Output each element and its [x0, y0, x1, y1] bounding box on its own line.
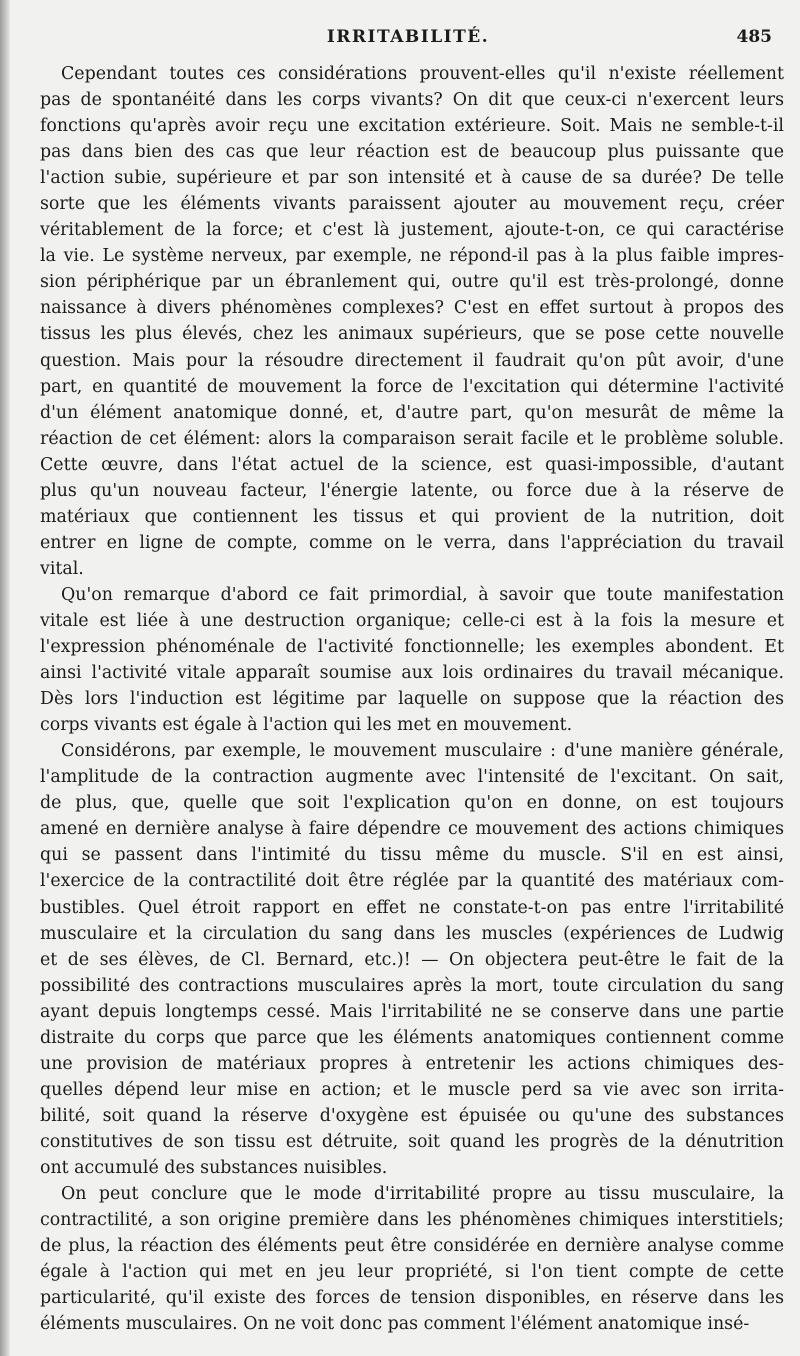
- text-line: l'amplitude de la contraction augmente avec l'intensité de l'excitant. On sait,: [40, 767, 784, 788]
- text-line: quelles dépend leur mise en action; et le muscle perd sa vie avec son irrita-: [40, 1079, 784, 1100]
- text-line: véritablement de la force; et c'est là justement, ajoute-t-on, ce qui caractérise: [40, 220, 784, 241]
- text-line: ainsi l'activité vitale apparaît soumise aux lois ordinaires du travail mécanique.: [40, 663, 784, 684]
- text-line: pas dans bien des cas que leur réaction est de beaucoup plus puissante que: [40, 142, 784, 163]
- text-line: sion périphérique par un ébranlement qui, outre qu'il est très-prolongé, donne: [40, 272, 784, 293]
- text-line: naissance à divers phénomènes complexes? C'est en effet surtout à propos des: [40, 298, 784, 319]
- text-line: constitutives de son tissu est détruite, soit quand les progrès de la dénutrition: [40, 1131, 784, 1152]
- text-line: corps vivants est égale à l'action qui les met en mouvement.: [40, 715, 573, 736]
- text-line: possibilité des contractions musculaires après la mort, toute circulation du sang: [40, 975, 784, 996]
- paragraph-2: [40, 582, 784, 738]
- text-line: l'expression phénoménale de l'activité fonctionnelle; les exemples abondent. Et: [40, 637, 784, 658]
- text-line: distraite du corps que parce que les éléments anatomiques contiennent comme: [40, 1027, 784, 1048]
- text-line: l'exercice de la contractilité doit être réglée par la quantité des matériaux com-: [40, 871, 784, 892]
- text-line: l'action subie, supérieure et par son intensité et à cause de sa durée? De telle: [40, 168, 784, 189]
- text-line: de plus, que, quelle que soit l'explication qu'on en donne, on est toujours: [40, 793, 784, 814]
- text-line: bilité, soit quand la réserve d'oxygène est épuisée ou qu'une des substances: [40, 1105, 784, 1126]
- text-line: amené en dernière analyse à faire dépendre ce mouvement des actions chimiques: [40, 819, 784, 840]
- text-line: musculaire et la circulation du sang dans les muscles (expériences de Ludwig: [40, 923, 784, 944]
- text-line: ayant depuis longtemps cessé. Mais l'irritabilité ne se conserve dans une partie: [40, 1001, 784, 1022]
- page-number: 485: [736, 27, 772, 47]
- text-line: question. Mais pour la résoudre directement il faudrait qu'on pût avoir, d'une: [40, 350, 784, 371]
- running-title: IRRITABILITÉ.: [326, 27, 490, 47]
- text-line: Cette œuvre, dans l'état actuel de la science, est quasi-impossible, d'autant: [40, 454, 784, 475]
- text-line: d'un élément anatomique donné, et, d'autre part, qu'on mesurât de même la: [40, 402, 784, 423]
- text-line: de plus, la réaction des éléments peut être considérée en dernière analyse comme: [40, 1236, 784, 1257]
- text-line: part, en quantité de mouvement la force de l'excitation qui détermine l'activité: [40, 376, 784, 397]
- text-line: tissus les plus élevés, chez les animaux supérieurs, que se pose cette nouvelle: [40, 324, 784, 345]
- text-line: qui se passent dans l'intimité du tissu même du muscle. S'il en est ainsi,: [40, 845, 784, 866]
- text-line: sorte que les éléments vivants paraissent ajouter au mouvement reçu, créer: [40, 194, 784, 215]
- text-line: une provision de matériaux propres à entretenir les actions chimiques des-: [40, 1053, 784, 1074]
- text-line: matériaux que contiennent les tissus et qui provient de la nutrition, doit: [40, 506, 784, 527]
- page-header: [44, 27, 772, 55]
- paragraph-1: [40, 61, 784, 582]
- text-line: réaction de cet élément: alors la comparaison serait facile et le problème soluble.: [40, 428, 784, 449]
- paragraph-4: [40, 1181, 784, 1337]
- text-line: entrer en ligne de compte, comme on le verra, dans l'appréciation du travail: [40, 532, 784, 553]
- text-line: éléments musculaires. On ne voit donc pas comment l'élément anatomique insé-: [40, 1314, 750, 1335]
- text-line: Qu'on remarque d'abord ce fait primordial, à savoir que toute manifestation: [61, 584, 784, 605]
- text-line: vital.: [40, 558, 84, 579]
- text-line: Cependant toutes ces considérations prouvent-elles qu'il n'existe réellement: [61, 64, 784, 84]
- text-line: vitale est liée à une destruction organique; celle-ci est à la fois la mesure et: [40, 610, 784, 631]
- text-line: contractilité, a son origine première dans les phénomènes chimiques interstitiels;: [40, 1210, 784, 1231]
- text-line: bustibles. Quel étroit rapport en effet ne constate-t-on pas entre l'irritabilité: [40, 897, 784, 918]
- text-line: fonctions qu'après avoir reçu une excitation extérieure. Soit. Mais ne semble-t-il: [40, 116, 784, 137]
- paragraph-3: [40, 738, 784, 1181]
- text-line: particularité, qu'il existe des forces de tension disponibles, en réserve dans les: [40, 1288, 784, 1309]
- text-line: égale à l'action qui met en jeu leur propriété, si l'on tient compte de cette: [40, 1262, 784, 1283]
- text-line: pas de spontanéité dans les corps vivants? On dit que ceux-ci n'exercent leurs: [40, 90, 784, 111]
- text-line: et de ses élèves, de Cl. Bernard, etc.)! — On objectera peut-être le fait de la: [40, 949, 784, 970]
- text-line: Dès lors l'induction est légitime par laquelle on suppose que la réaction des: [40, 689, 784, 710]
- text-line: ont accumulé des substances nuisibles.: [40, 1157, 388, 1178]
- text-line: On peut conclure que le mode d'irritabilité propre au tissu musculaire, la: [61, 1184, 784, 1205]
- text-line: Considérons, par exemple, le mouvement musculaire : d'une manière générale,: [61, 741, 784, 762]
- text-line: plus qu'un nouveau facteur, l'énergie latente, ou force due à la réserve de: [40, 480, 784, 501]
- body-text: [40, 61, 784, 1337]
- text-line: la vie. Le système nerveux, par exemple, ne répond-il pas à la plus faible impres-: [40, 246, 784, 267]
